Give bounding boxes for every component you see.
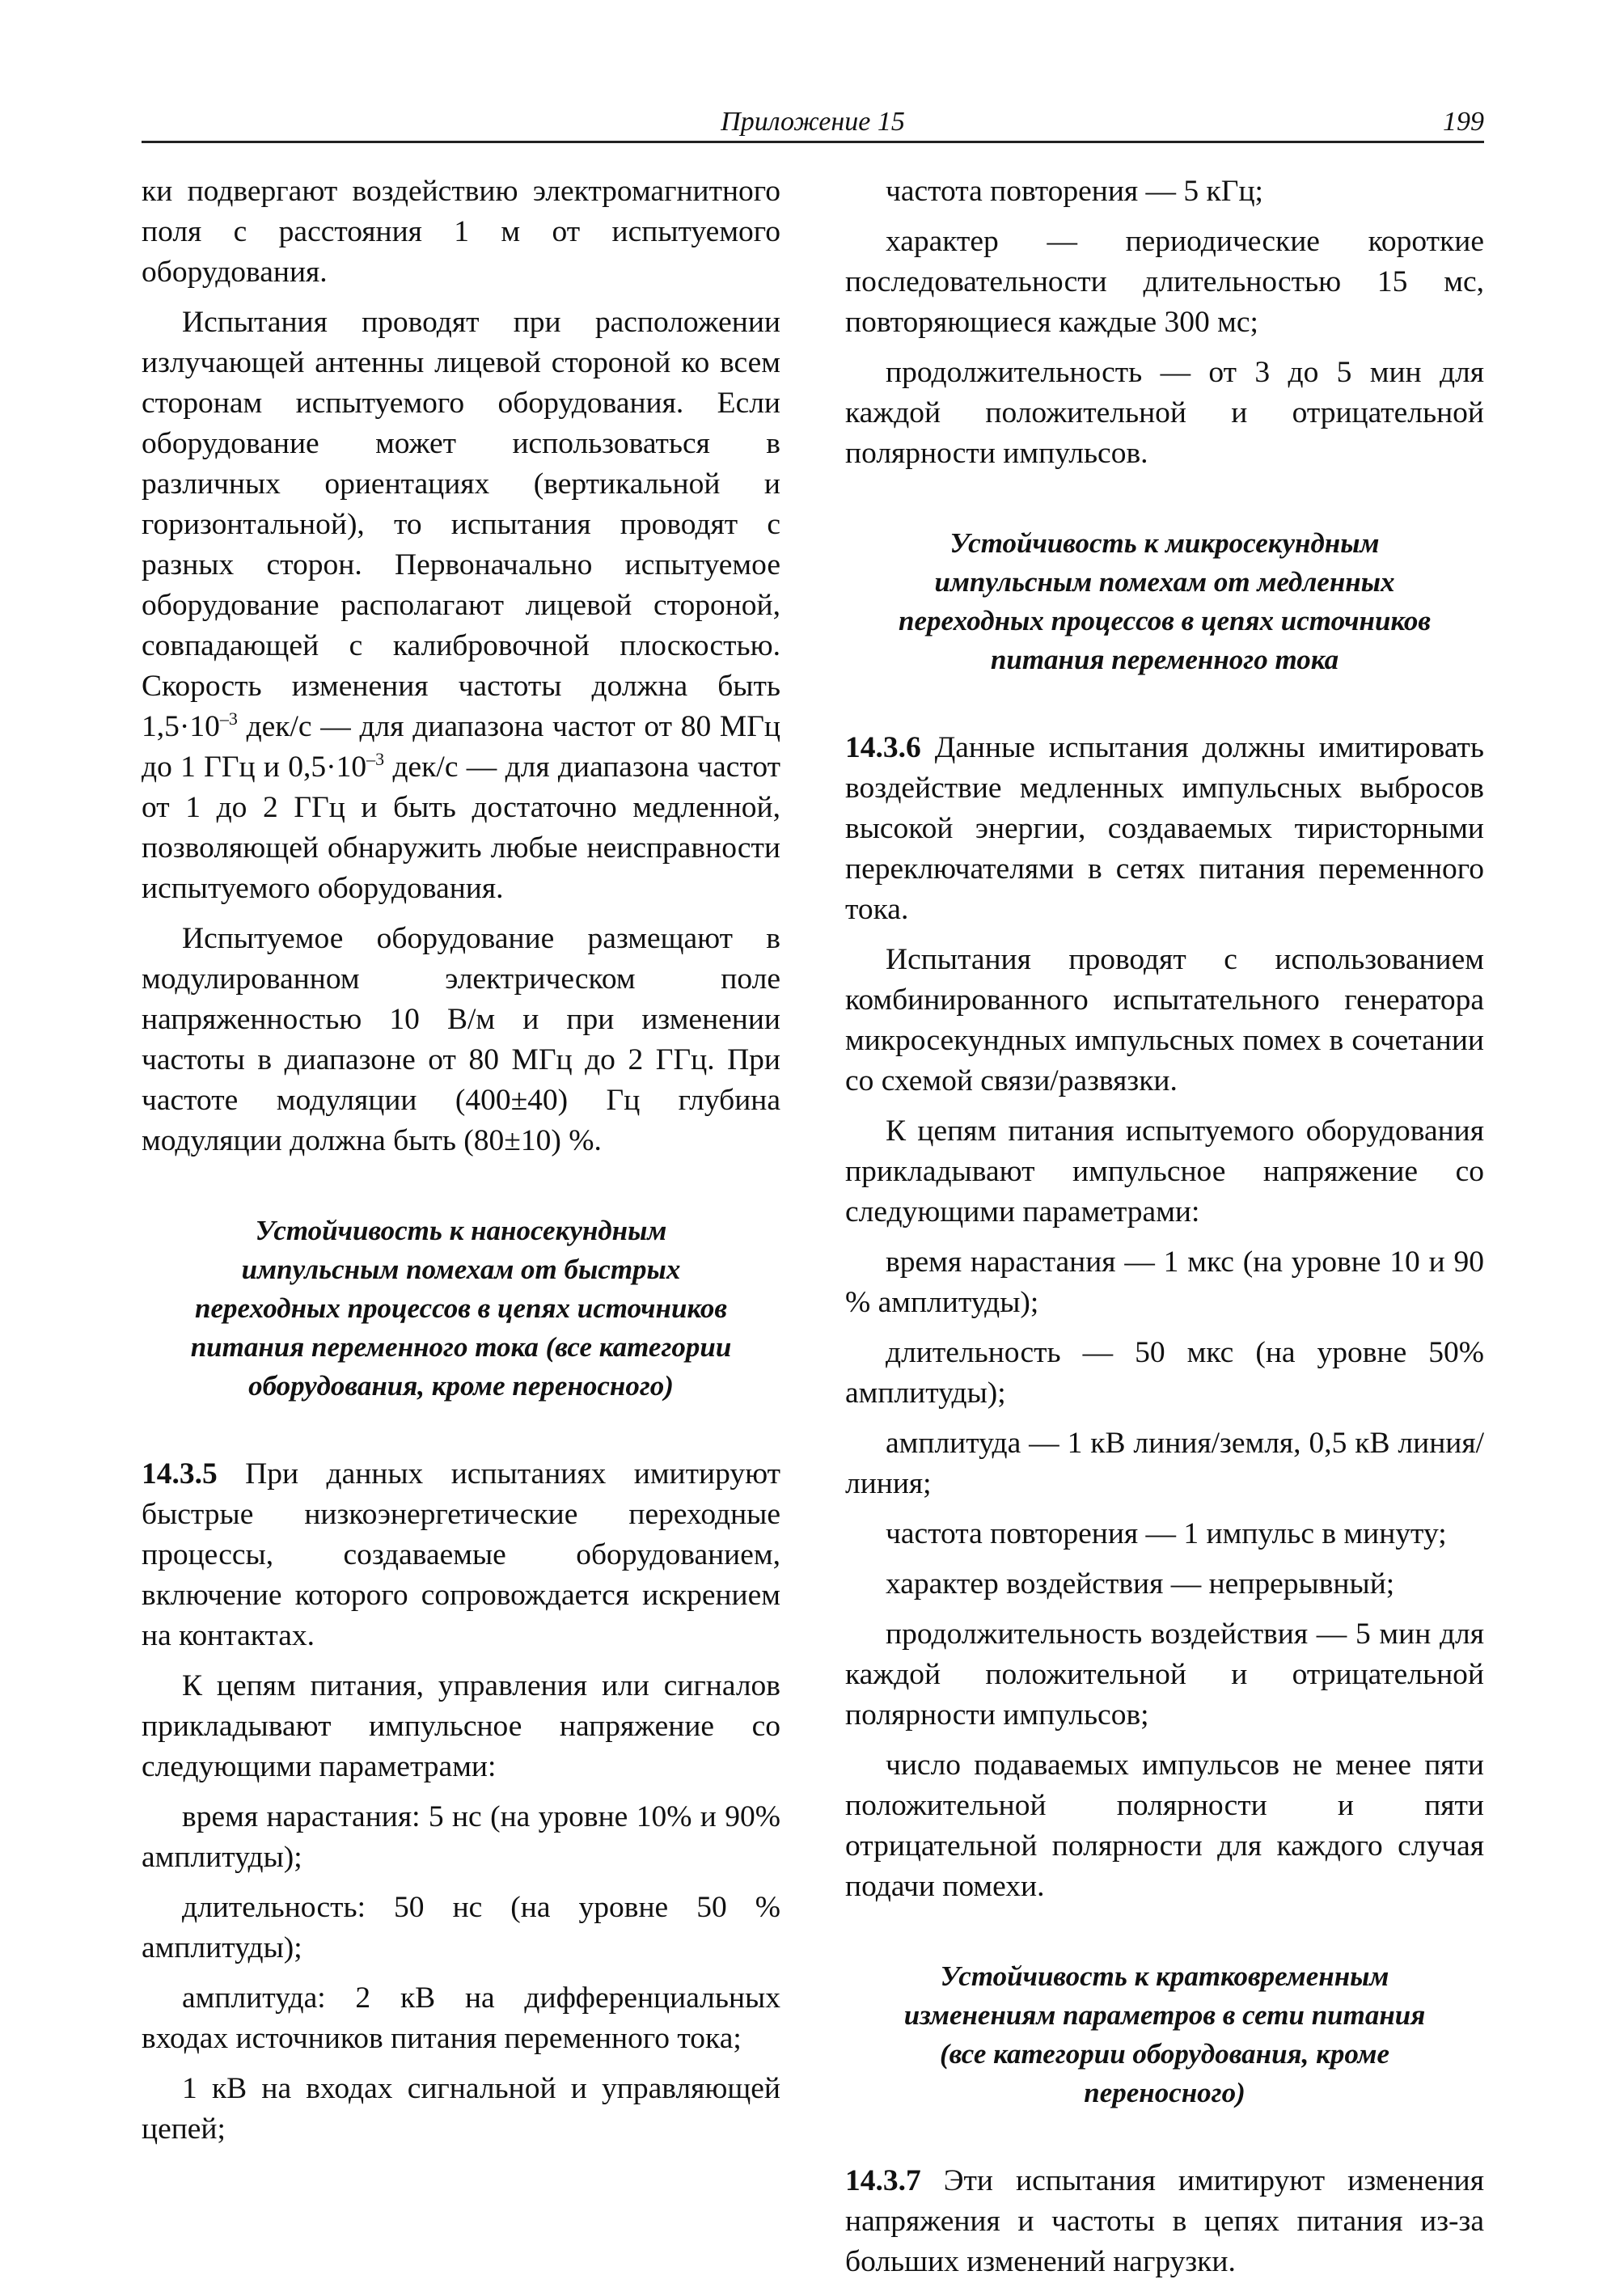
heading-line: Устойчивость к наносекундным: [255, 1215, 667, 1246]
text-run: Испытания проводят при расположении излучающей антенны лицевой стороной ко всем сторонам испытуемого оборудования. Если оборудование может использоваться в различных ориентациях (вертикальной и горизонтальной), то испытания проводят с разных сторон. Первоначально испытуемое оборудование располагают лицевой стороной, совпадающей с калибровочной плоскостью. Скорость изменения частоты должна быть 1,5·10: [142, 306, 780, 743]
clause-number: 14.3.6: [845, 731, 921, 764]
heading-line: импульсным помехам от медленных: [934, 566, 1395, 598]
paragraph: Испытания проводят с использованием комбинированного испытательного генератора микросекундных импульсных помех в сочетании со схемой связи/развязки.: [845, 943, 1484, 1097]
clause-text: Эти испытания имитируют изменения напряжения и частоты в цепях питания из-за больших изменений нагрузки.: [845, 2164, 1484, 2278]
heading-line: переходных процессов в цепях источников: [195, 1292, 727, 1324]
paragraph: К цепям питания испытуемого оборудования прикладывают импульсное напряжение со следующими параметрами:: [845, 1114, 1484, 1228]
running-header: [142, 107, 1484, 143]
heading-line: питания переменного тока: [990, 644, 1339, 675]
paragraph: продолжительность — от 3 до 5 мин для каждой положительной и отрицательной полярности импульсов.: [845, 356, 1484, 470]
section-heading: [845, 1957, 1484, 2112]
clause-14-3-5: [142, 1454, 780, 1656]
clause-number: 14.3.7: [845, 2164, 921, 2197]
paragraph: длительность: 50 нс (на уровне 50 % амплитуды);: [142, 1891, 780, 1964]
clause-number: 14.3.5: [142, 1457, 218, 1491]
paragraph: ки подвергают воздействию электромагнитного поля с расстояния 1 м от испытуемого оборудования.: [142, 175, 780, 289]
exponent: –3: [366, 749, 385, 769]
heading-line: переходных процессов в цепях источников: [899, 605, 1431, 636]
paragraph: частота повторения — 1 импульс в минуту;: [886, 1517, 1447, 1550]
heading-line: оборудования, кроме переносного): [248, 1370, 674, 1402]
section-heading: [845, 524, 1484, 679]
header-title: Приложение 15: [721, 107, 905, 137]
paragraph: Испытуемое оборудование размещают в модулированном электрическом поле напряженностью 10 В/м и при изменении частоты в диапазоне от 80 МГц до 2 ГГц. При частоте модуляции (400±40) Гц глубина модуляции должна быть (80±10) %.: [142, 922, 780, 1157]
paragraph: время нарастания: 5 нс (на уровне 10% и 90% амплитуды);: [142, 1800, 780, 1874]
paragraph: амплитуда — 1 кВ линия/земля, 0,5 кВ линия/линия;: [845, 1427, 1484, 1500]
clause-text: Данные испытания должны имитировать воздействие медленных импульсных выбросов высокой энергии, создаваемых тиристорными переключателями в сетях питания переменного тока.: [845, 731, 1484, 926]
paragraph: характер воздействия — непрерывный;: [886, 1567, 1395, 1601]
heading-line: питания переменного тока (все категории: [190, 1331, 732, 1363]
paragraph: [142, 302, 780, 909]
heading-line: переносного): [1084, 2077, 1245, 2108]
clause-text: При данных испытаниях имитируют быстрые низкоэнергетические переходные процессы, создаваемые оборудованием, включение которого сопровождается искрением на контактах.: [142, 1457, 780, 1652]
heading-line: Устойчивость к кратковременным: [940, 1960, 1389, 1992]
exponent: –3: [219, 708, 238, 729]
clause-14-3-7: [845, 2161, 1484, 2282]
paragraph: частота повторения — 5 кГц;: [886, 175, 1263, 208]
left-column: [142, 171, 780, 2159]
paragraph: длительность — 50 мкс (на уровне 50% амплитуды);: [845, 1336, 1484, 1410]
page-number: 199: [1443, 107, 1484, 137]
paragraph: 1 кВ на входах сигнальной и управляющей цепей;: [142, 2072, 780, 2146]
text-run: дек/с — для диапазона частот от 1 до 2 ГГц и быть достаточно медленной, позволяющей обнаружить любые неисправности испытуемого оборудования.: [142, 751, 780, 905]
heading-line: Устойчивость к микросекундным: [949, 527, 1380, 559]
text-run: дек/с — для диапазона частот от 80 МГц до 1 ГГц и 0,5·10: [142, 710, 780, 784]
heading-line: импульсным помехам от быстрых: [241, 1254, 681, 1285]
clause-14-3-6: [845, 728, 1484, 930]
heading-line: изменениям параметров в сети питания: [903, 1999, 1426, 2031]
paragraph: К цепям питания, управления или сигналов прикладывают импульсное напряжение со следующими параметрами:: [142, 1669, 780, 1783]
paragraph: время нарастания — 1 мкс (на уровне 10 и 90 % амплитуды);: [845, 1245, 1484, 1319]
paragraph: характер — периодические короткие последовательности длительностью 15 мс, повторяющиеся каждые 300 мс;: [845, 225, 1484, 339]
paragraph: продолжительность воздействия — 5 мин для каждой положительной и отрицательной полярности импульсов;: [845, 1618, 1484, 1732]
paragraph: число подаваемых импульсов не менее пяти положительной полярности и пяти отрицательной полярности для каждого случая подачи помехи.: [845, 1749, 1484, 1903]
heading-line: (все категории оборудования, кроме: [939, 2038, 1390, 2070]
section-heading: [142, 1212, 780, 1406]
right-column: [845, 171, 1484, 2292]
paragraph: амплитуда: 2 кВ на дифференциальных входах источников питания переменного тока;: [142, 1981, 780, 2055]
